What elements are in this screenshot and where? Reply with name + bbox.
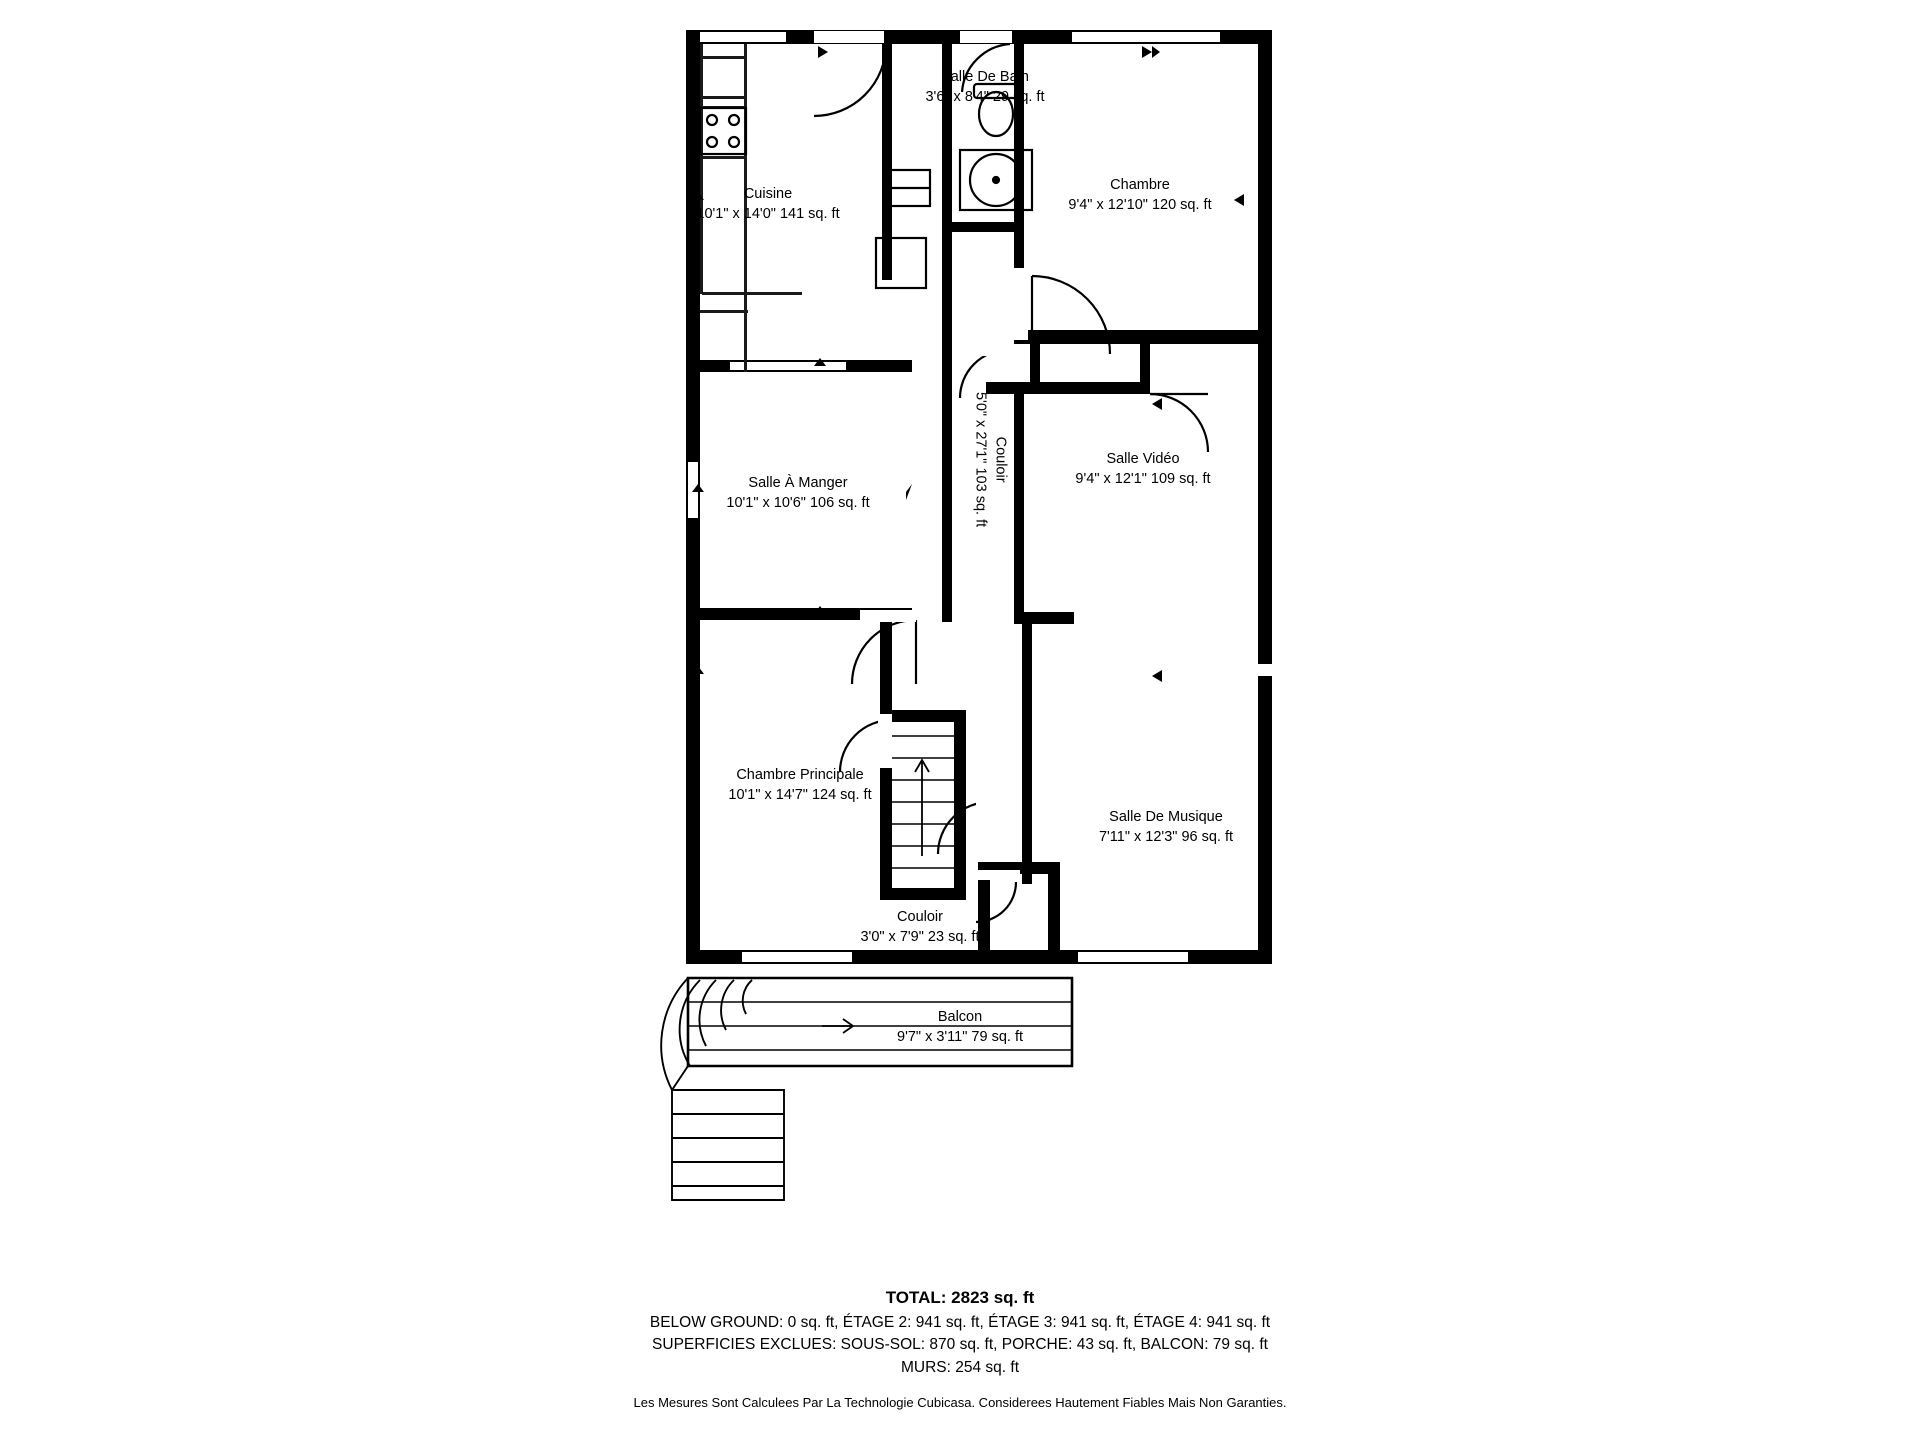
room-dims: 9'4" x 12'10" 120 sq. ft — [1068, 196, 1212, 213]
room-label-salle-video — [1018, 450, 1268, 489]
walls-area: MURS: 254 sq. ft — [900, 1358, 1019, 1376]
door-opening-music — [976, 798, 990, 850]
burner-4 — [729, 137, 739, 147]
room-name: Salle À Manger — [748, 475, 848, 491]
window-top-left — [700, 32, 786, 42]
total-area: TOTAL: 2823 sq. ft — [885, 1288, 1035, 1307]
room-dims: 9'4" x 12'1" 109 sq. ft — [1075, 470, 1211, 487]
room-label-couloir-bas — [790, 908, 1050, 947]
interior-wall-hall-right-lower — [1022, 624, 1032, 884]
room-name: Couloir — [992, 436, 1009, 483]
interior-wall-stair-right — [954, 710, 966, 900]
interior-wall-dining-bottom — [686, 608, 912, 620]
interior-wall-closet-block — [1014, 330, 1142, 344]
room-label-salle-de-musique — [1036, 808, 1296, 847]
disclaimer-text: Les Mesures Sont Calculees Par La Technologie Cubicasa. Considerees Hautement Fiables Mais Non Garanties. — [633, 1395, 1287, 1411]
sink-drain — [993, 177, 999, 183]
kitchen-counter-left-edge — [744, 44, 747, 294]
interior-wall-bath-right — [1014, 30, 1024, 270]
interior-wall-hall-left-upper — [942, 232, 952, 362]
kitchen-counter-bottom-edge — [744, 292, 747, 372]
room-name: Chambre Principale — [736, 767, 864, 783]
burner-3 — [707, 137, 717, 147]
room-dims: 3'6" x 8'4" 29 sq. ft — [925, 88, 1045, 105]
room-name: Salle De Musique — [1109, 809, 1223, 825]
room-name: Chambre — [1110, 177, 1170, 193]
kitchen-sink-basin — [702, 96, 744, 99]
room-label-salle-de-bain — [855, 68, 1115, 107]
excluded-areas: SUPERFICIES EXCLUES: SOUS-SOL: 870 sq. ft, PORCHE: 43 sq. ft, BALCON: 79 sq. ft — [652, 1336, 1268, 1354]
room-dims: 9'7" x 3'11" 79 sq. ft — [897, 1028, 1023, 1045]
kitchen-appliance-edge — [700, 310, 748, 313]
interior-wall-closet-bottom — [986, 382, 1150, 394]
room-dims: 10'1" x 14'0" 141 sq. ft — [696, 205, 840, 222]
interior-wall-master-right — [880, 620, 892, 710]
room-name: Couloir — [897, 909, 943, 925]
kitchen-counter-left — [700, 44, 703, 294]
room-label-balcon — [830, 1008, 1090, 1047]
burner-1 — [707, 115, 717, 125]
room-dims: 10'1" x 10'6" 106 sq. ft — [726, 494, 870, 511]
interior-wall-hall-left-mid — [942, 362, 952, 622]
room-label-salle-a-manger — [670, 474, 926, 513]
floor-breakdown: BELOW GROUND: 0 sq. ft, ÉTAGE 2: 941 sq. ft, ÉTAGE 3: 941 sq. ft, ÉTAGE 4: 941 sq. ft — [649, 1314, 1271, 1331]
room-name: Balcon — [937, 1009, 983, 1025]
room-dims: 3'0" x 7'9" 23 sq. ft — [860, 928, 980, 945]
room-label-couloir-principal — [970, 330, 1009, 590]
room-name: Cuisine — [743, 186, 793, 202]
window-bottom-right — [1078, 952, 1188, 962]
room-name: Salle De Bain — [941, 69, 1029, 85]
room-name: Salle Vidéo — [1106, 451, 1180, 467]
summary-footer — [0, 1288, 1920, 1410]
kitchen-sink-outline — [702, 56, 744, 59]
balcony-stairs — [661, 978, 784, 1200]
room-label-chambre-principale — [660, 766, 940, 805]
stove-outline — [700, 108, 746, 154]
room-label-chambre — [1010, 176, 1270, 215]
interior-wall-hall-right-upper — [1014, 392, 1024, 620]
room-dims: 5'0" x 27'1" 103 sq. ft — [973, 391, 989, 528]
kitchen-stove-bottom — [702, 156, 744, 159]
interior-wall-bath-bottom — [942, 222, 1024, 232]
interior-wall-hall-right-jog — [1014, 612, 1074, 624]
room-dims: 10'1" x 14'7" 124 sq. ft — [728, 786, 872, 803]
door-swing-closet-right — [1150, 394, 1208, 452]
room-label-cuisine — [640, 185, 896, 224]
burner-2 — [729, 115, 739, 125]
kitchen-stove-top — [702, 106, 744, 109]
room-dims: 7'11" x 12'3" 96 sq. ft — [1098, 828, 1234, 845]
doorway-dining-top — [730, 362, 846, 370]
kitchen-counter-bottom — [702, 292, 802, 295]
window-bottom-left — [742, 952, 852, 962]
window-top-right — [1072, 32, 1220, 42]
interior-wall-stair-bottom — [880, 888, 966, 900]
